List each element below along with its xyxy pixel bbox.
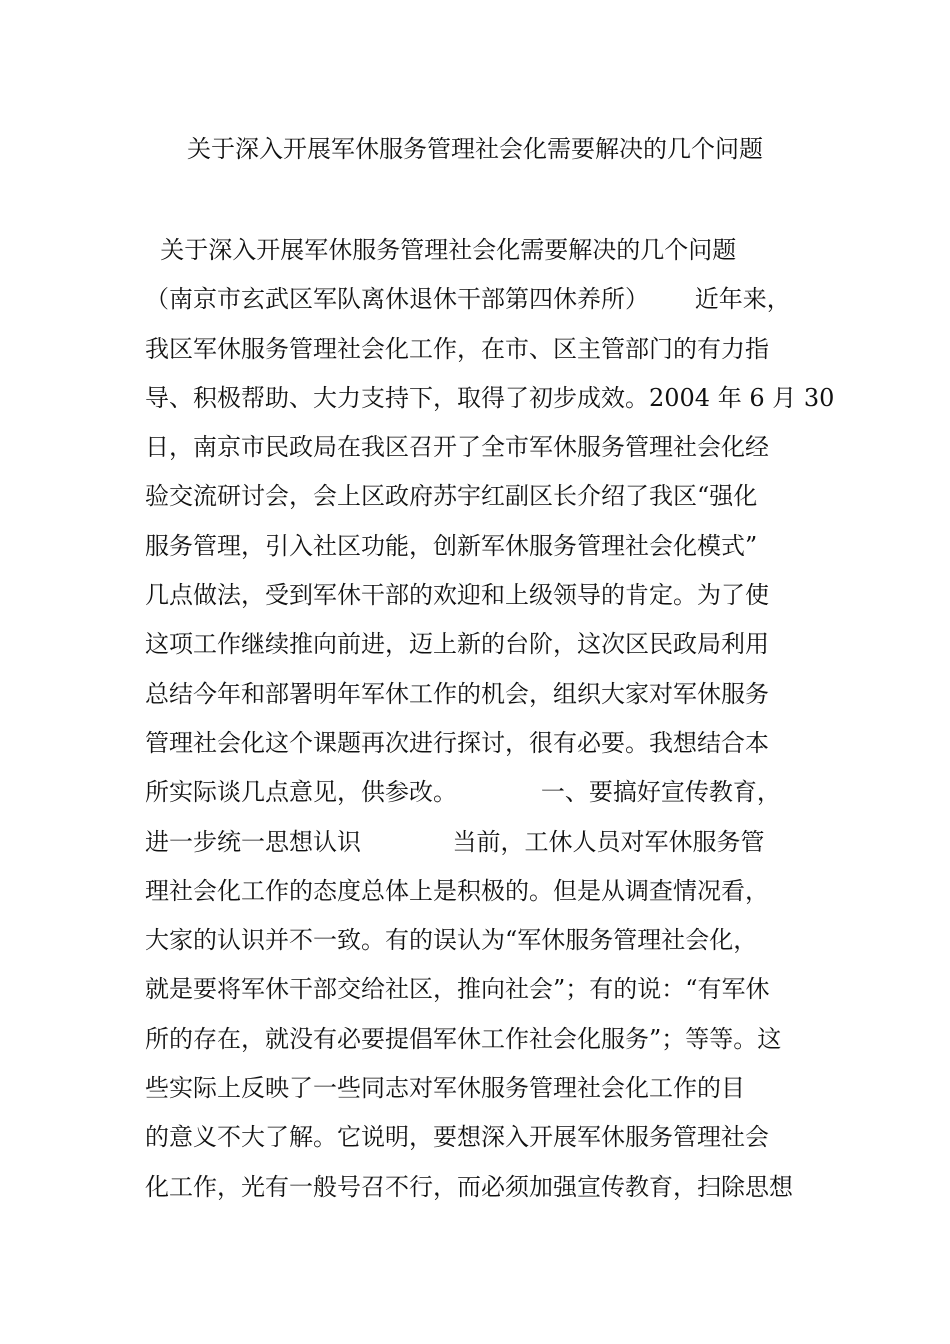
body-line: 所实际谈几点意见，供参改。 一、要搞好宣传教育， [145, 778, 781, 807]
body-line: 些实际上反映了一些同志对军休服务管理社会化工作的目 [145, 1074, 745, 1103]
body-line: 进一步统一思想认识 当前，工休人员对军休服务管 [145, 827, 765, 856]
body-line: 总结今年和部署明年军休工作的机会，组织大家对军休服务 [145, 679, 769, 708]
body-line: 导、积极帮助、大力支持下，取得了初步成效。2004 年 6 月 30 [145, 383, 835, 412]
body-line: 验交流研讨会，会上区政府苏宇红副区长介绍了我区“强化 [145, 482, 758, 511]
body-line: 日，南京市民政局在我区召开了全市军休服务管理社会化经 [145, 433, 769, 462]
body-line: 大家的认识并不一致。有的误认为“军休服务管理社会化， [145, 926, 758, 955]
body-line: （南京市玄武区军队离休退休干部第四休养所） 近年来， [145, 285, 791, 314]
body-line: 的意义不大了解。它说明，要想深入开展军休服务管理社会 [145, 1123, 769, 1152]
document-body [145, 226, 835, 1212]
body-line: 所的存在，就没有必要提倡军休工作社会化服务”；等等。这 [145, 1024, 782, 1053]
body-line: 管理社会化这个课题再次进行探讨，很有必要。我想结合本 [145, 728, 769, 757]
document-title: 关于深入开展军休服务管理社会化需要解决的几个问题 [187, 135, 763, 163]
body-line: 这项工作继续推向前进，迈上新的台阶，这次区民政局利用 [145, 630, 769, 659]
body-line: 关于深入开展军休服务管理社会化需要解决的几个问题 [145, 236, 737, 264]
body-line: 就是要将军休干部交给社区，推向社会”；有的说：“有军休 [145, 975, 770, 1004]
body-line: 理社会化工作的态度总体上是积极的。但是从调查情况看， [145, 876, 769, 905]
body-line: 几点做法，受到军休干部的欢迎和上级领导的肯定。为了使 [145, 581, 769, 610]
body-line: 服务管理，引入社区功能，创新军休服务管理社会化模式” [145, 531, 758, 560]
body-line: 我区军休服务管理社会化工作，在市、区主管部门的有力指 [145, 334, 769, 363]
body-line: 化工作，光有一般号召不行，而必须加强宣传教育，扫除思想 [145, 1172, 793, 1201]
